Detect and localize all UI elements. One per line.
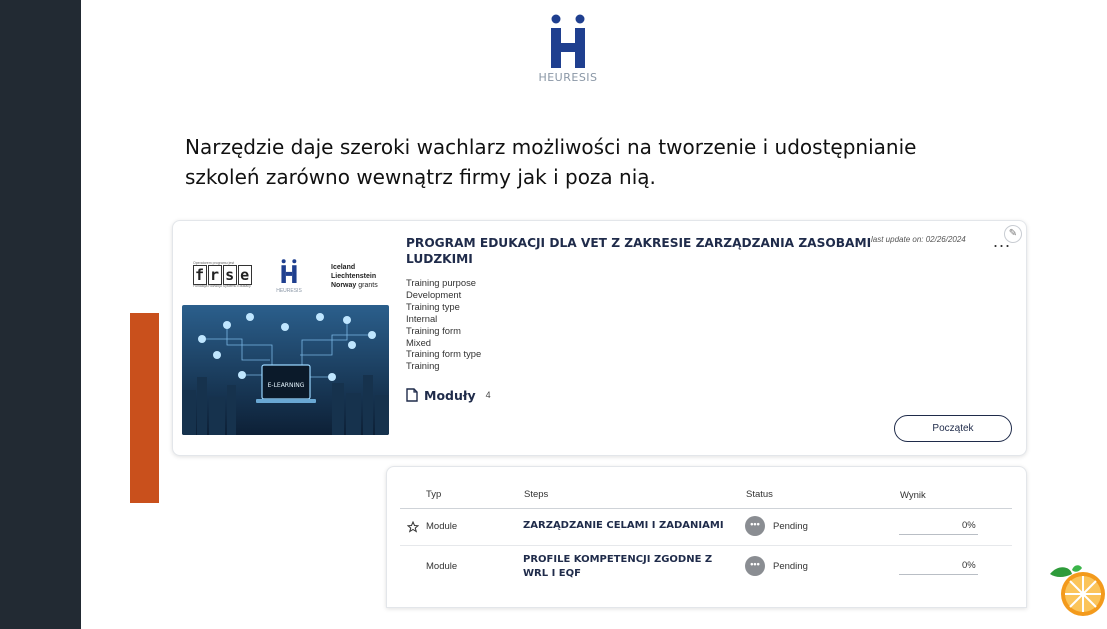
row-result: 0%: [962, 520, 976, 531]
slide-headline: [185, 132, 1005, 192]
last-update-text: last update on: 02/26/2024: [871, 235, 966, 244]
row-result: 0%: [962, 560, 976, 571]
heuresis-logo: [530, 14, 606, 94]
star-icon[interactable]: [407, 521, 419, 533]
pencil-icon: ✎: [1008, 228, 1018, 239]
heuresis-logo-mark: [548, 14, 588, 68]
row-divider: [400, 545, 1012, 546]
row-progress-bar: [899, 574, 978, 575]
pending-status-icon: •••: [745, 556, 765, 576]
header-result: Wynik: [900, 490, 926, 501]
document-icon: [406, 388, 418, 402]
header-steps: Steps: [524, 489, 549, 500]
left-dark-sidebar: [0, 0, 81, 629]
pending-status-icon: •••: [745, 516, 765, 536]
row-step[interactable]: ZARZĄDZANIE CELAMI I ZADANIAMI: [523, 520, 724, 531]
modules-count: 4: [485, 390, 491, 400]
orange-fruit-logo: [1046, 562, 1106, 618]
mini-logo-text: HEURESIS: [276, 288, 302, 294]
frse-subtext: Fundacja Rozwoju Systemu Edukacji: [193, 284, 251, 288]
header-status: Status: [746, 489, 773, 500]
modules-table: [386, 466, 1027, 608]
logo-wordmark: HEURESIS: [538, 71, 598, 84]
meta-label-type: Training type: [406, 300, 460, 312]
start-button[interactable]: Początek: [894, 415, 1012, 442]
row-type: Module: [426, 521, 458, 532]
frse-wordmark: f r s e: [195, 266, 251, 284]
partner-logos: [191, 251, 391, 301]
modules-summary: [406, 385, 491, 405]
eea-norway: Norway grants: [331, 282, 378, 289]
row-step[interactable]: PROFILE KOMPETENCJI ZGODNE Z WRL I EQF: [523, 554, 713, 579]
eea-grants-logo: [331, 263, 378, 290]
row-status: Pending: [773, 521, 808, 532]
training-card: [172, 220, 1027, 456]
table-header-divider: [400, 508, 1012, 509]
meta-label-form-type: Training form type: [406, 348, 482, 360]
training-meta: [406, 277, 481, 372]
row-progress-bar: [899, 534, 978, 535]
meta-label-form: Training form: [406, 324, 461, 336]
meta-value-type: Internal: [406, 312, 438, 324]
more-options-icon[interactable]: ...: [993, 231, 1012, 251]
eea-liechtenstein: Liechtenstein: [331, 273, 377, 280]
row-status: Pending: [773, 561, 808, 572]
eea-iceland: Iceland: [331, 264, 356, 271]
modules-label: Moduły: [424, 387, 476, 403]
heuresis-mini-logo: [275, 259, 303, 294]
headline-line-2: szkoleń zarówno wewnątrz firmy jak i poza nią.: [185, 165, 656, 189]
e-learning-hero-image: [182, 305, 389, 435]
headline-line-1: Narzędzie daje szeroki wachlarz możliwości na tworzenie i udostępnianie: [185, 135, 917, 159]
meta-value-form-type: Training: [406, 360, 440, 372]
frse-operator-text: Operatorem programu jest: [193, 261, 235, 265]
orange-accent-bar: [130, 313, 159, 503]
heuresis-mini-mark: [280, 259, 298, 283]
e-learning-illustration: [182, 305, 389, 435]
frse-logo: [193, 261, 257, 289]
hero-caption: E-LEARNING: [267, 382, 305, 389]
training-title: PROGRAM EDUKACJI DLA VET Z ZAKRESIE ZARZĄDZANIA ZASOBAMI LUDZKIMI: [406, 236, 872, 266]
meta-label-purpose: Training purpose: [406, 277, 477, 288]
orange-slice-icon: [1046, 562, 1106, 618]
meta-value-purpose: Development: [406, 288, 462, 300]
meta-value-form: Mixed: [406, 336, 432, 348]
row-type: Module: [426, 561, 458, 572]
header-type: Typ: [426, 489, 442, 500]
